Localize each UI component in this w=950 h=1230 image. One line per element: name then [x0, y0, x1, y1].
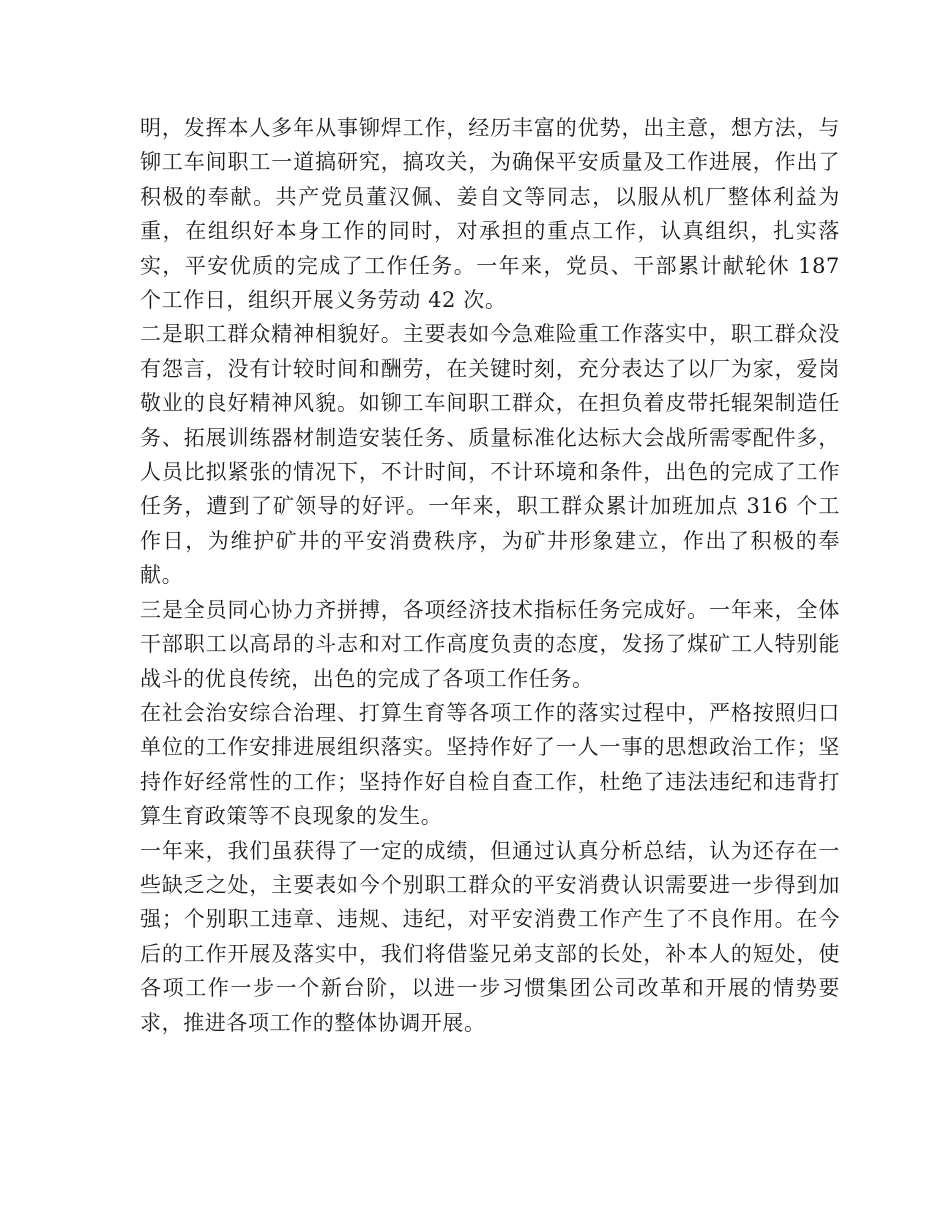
document-body: [140, 111, 840, 1040]
paragraph-party-contribution: 明，发挥本人多年从事铆焊工作，经历丰富的优势，出主意，想方法，与铆工车间职工一道搞研究，搞攻关，为确保平安质量及工作进展，作出了积极的奉献。共产党员董汉佩、姜自文等同志，以服从机厂整体利益为重，在组织好本身工作的同时，对承担的重点工作，认真组织，扎实落实，平安优质的完成了工作任务。一年来，党员、干部累计献轮休 187 个工作日，组织开展义务劳动 42 次。: [140, 116, 840, 313]
paragraph-economic-targets: 三是全员同心协力齐拼搏，各项经济技术指标任务完成好。一年来，全体干部职工以高昂的斗志和对工作高度负责的态度，发扬了煤矿工人特别能战斗的优良传统，出色的完成了各项工作任务。: [140, 597, 840, 691]
paragraph-public-security: 在社会治安综合治理、打算生育等各项工作的落实过程中，严格按照归口单位的工作安排进展组织落实。坚持作好了一人一事的思想政治工作；坚持作好经常性的工作；坚持作好自检自查工作，杜绝了违法违纪和违背打算生育政策等不良现象的发生。: [140, 700, 840, 829]
paragraph-worker-spirit: 二是职工群众精神相貌好。主要表如今急难险重工作落实中，职工群众没有怨言，没有计较时间和酬劳，在关键时刻，充分表达了以厂为家，爱岗敬业的良好精神风貌。如铆工车间职工群众，在担负着皮带托辊架制造任务、拓展训练器材制造安装任务、质量标准化达标大会战所需零配件多，人员比拟紧张的情况下，不计时间，不计环境和条件，出色的完成了工作任务，遭到了矿领导的好评。一年来，职工群众累计加班加点 316 个工作日，为维护矿井的平安消费秩序，为矿井形象建立，作出了积极的奉献。: [140, 322, 840, 588]
paragraph-shortcomings: 一年来，我们虽获得了一定的成绩，但通过认真分析总结，认为还存在一些缺乏之处，主要表如今个别职工群众的平安消费认识需要进一步得到加强；个别职工违章、违规、违纪，对平安消费工作产生了不良作用。在今后的工作开展及落实中，我们将借鉴兄弟支部的长处，补本人的短处，使各项工作一步一个新台阶，以进一步习惯集团公司改革和开展的情势要求，推进各项工作的整体协调开展。: [140, 838, 840, 1035]
